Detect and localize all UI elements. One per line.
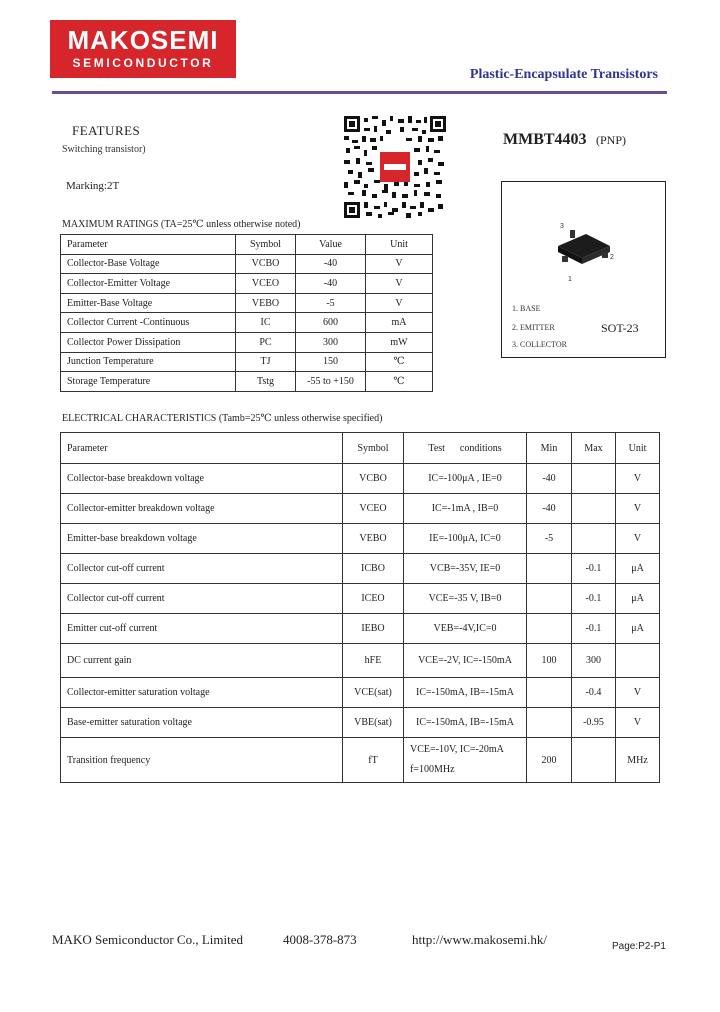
pin-label-2: 2 (610, 254, 614, 261)
table-cell: -0.1 (572, 614, 616, 644)
table-cell: Emitter-base breakdown voltage (61, 524, 343, 554)
table-cell: ICEO (343, 584, 404, 614)
header-cell: Symbol (343, 433, 404, 464)
package-name: SOT-23 (601, 321, 639, 335)
marking-code: Marking:2T (66, 180, 120, 192)
table-cell: Collector Power Dissipation (61, 332, 236, 352)
table-cell: V (366, 274, 433, 294)
table-cell: Collector-Emitter Voltage (61, 274, 236, 294)
company-logo (50, 20, 236, 78)
table-cell: VEBO (343, 524, 404, 554)
table-cell: V (616, 678, 660, 708)
condition-line: f=100MHz (410, 764, 455, 775)
table-row (61, 352, 433, 372)
header-cell: Unit (616, 433, 660, 464)
table-cell: -0.1 (572, 554, 616, 584)
table-cell (616, 644, 660, 678)
table-row (61, 313, 433, 333)
part-number: MMBT4403 (503, 131, 587, 148)
table-row (61, 584, 660, 614)
table-cell: IC=-150mA, IB=-15mA (404, 678, 527, 708)
table-cell (572, 464, 616, 494)
table-cell: -0.1 (572, 584, 616, 614)
table-cell: TJ (236, 352, 296, 372)
header-cell: Parameter (61, 433, 343, 464)
table-cell: ICBO (343, 554, 404, 584)
table-cell: VCEO (343, 494, 404, 524)
table-cell (527, 678, 572, 708)
table-cell: IC=-1mA , IB=0 (404, 494, 527, 524)
table-cell: -0.4 (572, 678, 616, 708)
table-row (61, 614, 660, 644)
table-cell (572, 738, 616, 783)
header-cell: Test conditions (404, 433, 527, 464)
table-cell: ℃ (366, 352, 433, 372)
table-cell: IC=-100μA , IE=0 (404, 464, 527, 494)
table-cell: Emitter-Base Voltage (61, 293, 236, 313)
table-row (61, 554, 660, 584)
table-cell: VBE(sat) (343, 708, 404, 738)
table-cell: hFE (343, 644, 404, 678)
table-cell: IE=-100μA, IC=0 (404, 524, 527, 554)
table-cell: V (366, 293, 433, 313)
table-cell: -40 (527, 464, 572, 494)
table-cell: Collector-base breakdown voltage (61, 464, 343, 494)
footer-url-link[interactable]: http://www.makosemi.hk/ (412, 932, 547, 947)
max-ratings-table (60, 234, 433, 392)
table-cell: 300 (296, 332, 366, 352)
table-row (61, 372, 433, 392)
features-description: Switching transistor) (62, 144, 146, 155)
header-divider (52, 91, 667, 94)
table-header-row (61, 433, 660, 464)
condition-line: VCE=-10V, IC=-20mA (410, 744, 504, 755)
max-ratings-caption: MAXIMUM RATINGS (TA=25℃ unless otherwise noted) (62, 219, 301, 230)
table-cell-conditions (404, 738, 527, 783)
table-cell: fT (343, 738, 404, 783)
table-cell: Collector-emitter saturation voltage (61, 678, 343, 708)
table-cell: IC=-150mA, IB=-15mA (404, 708, 527, 738)
table-row (61, 332, 433, 352)
table-row (61, 738, 660, 783)
pin-description-1: 1. BASE (512, 304, 541, 313)
table-cell: Collector cut-off current (61, 554, 343, 584)
table-cell: V (366, 254, 433, 274)
table-row (61, 293, 433, 313)
header-cell: Max (572, 433, 616, 464)
table-cell: Junction Temperature (61, 352, 236, 372)
electrical-caption: ELECTRICAL CHARACTERISTICS (Tamb=25℃ unless otherwise specified) (62, 413, 383, 424)
table-cell: -55 to +150 (296, 372, 366, 392)
table-cell: IC (236, 313, 296, 333)
table-cell: VCB=-35V, IE=0 (404, 554, 527, 584)
table-cell: DC current gain (61, 644, 343, 678)
pin-label-3: 3 (560, 223, 564, 230)
header-cell: Value (296, 235, 366, 255)
table-cell (572, 524, 616, 554)
pin-label-1: 1 (568, 276, 572, 283)
table-cell: μA (616, 614, 660, 644)
electrical-characteristics-table (60, 432, 660, 783)
table-cell: Tstg (236, 372, 296, 392)
header-cell: Parameter (61, 235, 236, 255)
table-header-row (61, 235, 433, 255)
table-row (61, 274, 433, 294)
table-cell: ℃ (366, 372, 433, 392)
table-cell: Collector cut-off current (61, 584, 343, 614)
package-diagram-box (501, 181, 666, 358)
table-cell: mA (366, 313, 433, 333)
table-cell (572, 494, 616, 524)
sot23-package-icon (550, 224, 620, 274)
page-number: Page:P2-P1 (612, 941, 666, 952)
table-cell (527, 614, 572, 644)
table-row (61, 494, 660, 524)
table-cell: Collector-emitter breakdown voltage (61, 494, 343, 524)
table-cell: PC (236, 332, 296, 352)
qr-code-icon (344, 116, 446, 218)
footer-phone: 4008-378-873 (283, 932, 357, 947)
table-cell: IEBO (343, 614, 404, 644)
table-cell: -40 (296, 274, 366, 294)
table-cell: mW (366, 332, 433, 352)
table-cell: 150 (296, 352, 366, 372)
table-cell: VCE=-2V, IC=-150mA (404, 644, 527, 678)
logo-text-bottom: SEMICONDUCTOR (72, 56, 214, 70)
header-cell: Unit (366, 235, 433, 255)
header-cell: Symbol (236, 235, 296, 255)
logo-text-top: MAKOSEMI (67, 25, 219, 55)
document-category-title: Plastic-Encapsulate Transistors (469, 67, 658, 82)
table-cell: Collector-Base Voltage (61, 254, 236, 274)
table-cell: V (616, 524, 660, 554)
header-cell: Min (527, 433, 572, 464)
table-cell (527, 554, 572, 584)
part-polarity: (PNP) (596, 133, 627, 147)
pin-description-3: 3. COLLECTOR (512, 340, 567, 349)
footer-company: MAKO Semiconductor Co., Limited (52, 932, 244, 947)
table-cell: Storage Temperature (61, 372, 236, 392)
table-cell: Base-emitter saturation voltage (61, 708, 343, 738)
table-cell: VCEO (236, 274, 296, 294)
table-cell: 200 (527, 738, 572, 783)
table-cell: -40 (296, 254, 366, 274)
table-cell: VCE=-35 V, IB=0 (404, 584, 527, 614)
table-cell: μA (616, 554, 660, 584)
table-row (61, 464, 660, 494)
pin-description-2: 2. EMITTER (512, 323, 555, 332)
table-cell: 100 (527, 644, 572, 678)
table-cell: MHz (616, 738, 660, 783)
table-cell (527, 584, 572, 614)
table-cell: Transition frequency (61, 738, 343, 783)
features-heading: FEATURES (72, 123, 141, 138)
table-cell: VCBO (236, 254, 296, 274)
table-row (61, 254, 433, 274)
table-cell: V (616, 494, 660, 524)
table-cell: μA (616, 584, 660, 614)
table-cell: V (616, 464, 660, 494)
table-cell: -0.95 (572, 708, 616, 738)
table-cell: VEBO (236, 293, 296, 313)
table-cell: 600 (296, 313, 366, 333)
table-row (61, 708, 660, 738)
table-cell: -40 (527, 494, 572, 524)
table-row (61, 644, 660, 678)
table-cell: -5 (296, 293, 366, 313)
table-cell: VCE(sat) (343, 678, 404, 708)
table-cell: 300 (572, 644, 616, 678)
table-cell: VEB=-4V,IC=0 (404, 614, 527, 644)
table-cell: VCBO (343, 464, 404, 494)
table-row (61, 678, 660, 708)
table-cell: Emitter cut-off current (61, 614, 343, 644)
table-cell: V (616, 708, 660, 738)
table-cell: Collector Current -Continuous (61, 313, 236, 333)
table-cell (527, 708, 572, 738)
table-cell: -5 (527, 524, 572, 554)
table-row (61, 524, 660, 554)
